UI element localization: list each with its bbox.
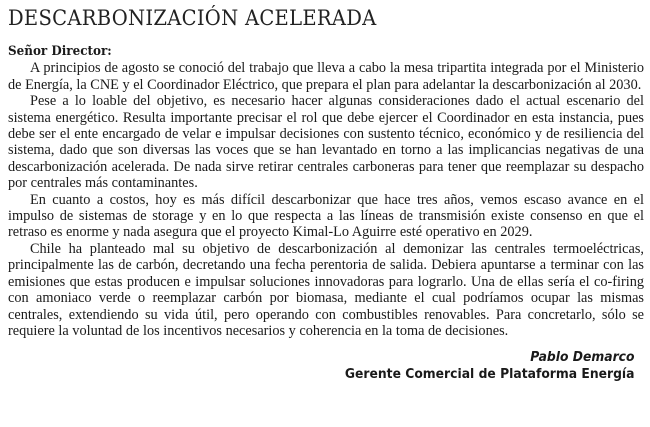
- headline: DESCARBONIZACIÓN ACELERADA: [8, 6, 377, 30]
- author-title: Gerente Comercial de Plataforma Energía: [344, 367, 635, 383]
- letter-body: [8, 60, 644, 339]
- paragraph-1: A principios de agosto se conoció del trabajo que lleva a cabo la mesa tripartita integrada por el Ministerio de Energía, la CNE y el Coordinador Eléctrico, que prepara el plan para adelantar la descarbonización al 2030.: [8, 60, 644, 93]
- paragraph-2: Pese a lo loable del objetivo, es necesario hacer algunas consideraciones dado el actual escenario del sistema energético. Resulta importante precisar el rol que debe ejercer el Coordinador en esta instancia, pues debe ser el ente encargado de velar e impulsar decisiones con sustento técnico, económico y de resiliencia del sistema, dado que son diversas las voces que se han levantado en torno a las implicancias negativas de una descarbonización acelerada. De nada sirve retirar centrales carboneras para tener que reemplazar su despacho por centrales más contaminantes.: [8, 93, 644, 192]
- letter-to-editor: [8, 4, 644, 383]
- author-name: Pablo Demarco: [530, 350, 635, 366]
- salutation: Señor Director:: [8, 44, 112, 59]
- paragraph-3: En cuanto a costos, hoy es más difícil descarbonizar que hace tres años, vemos escaso avance en el impulso de sistemas de storage y en lo que respecta a las líneas de transmisión existe consenso en que el retraso es enorme y nada asegura que el proyecto Kimal-Lo Aguirre esté operativo en 2029.: [8, 191, 644, 241]
- signature-block: [40, 349, 644, 383]
- paragraph-4: Chile ha planteado mal su objetivo de descarbonización al demonizar las centrales termoeléctricas, principalmente las de carbón, decretando una fecha perentoria de salida. Debiera apuntarse a terminar con las emisiones que estas producen e impulsar soluciones innovadoras para lograrlo. Una de ellas sería el co-firing con amoniaco verde o reemplazar carbón por biomasa, mediante el cual podríamos ocupar las mismas centrales, extendiendo su vida útil, pero operando con combustibles renovables. Para concretarlo, sólo se requiere la voluntad de los incentivos necesarios y coherencia en la toma de decisiones.: [8, 240, 644, 339]
